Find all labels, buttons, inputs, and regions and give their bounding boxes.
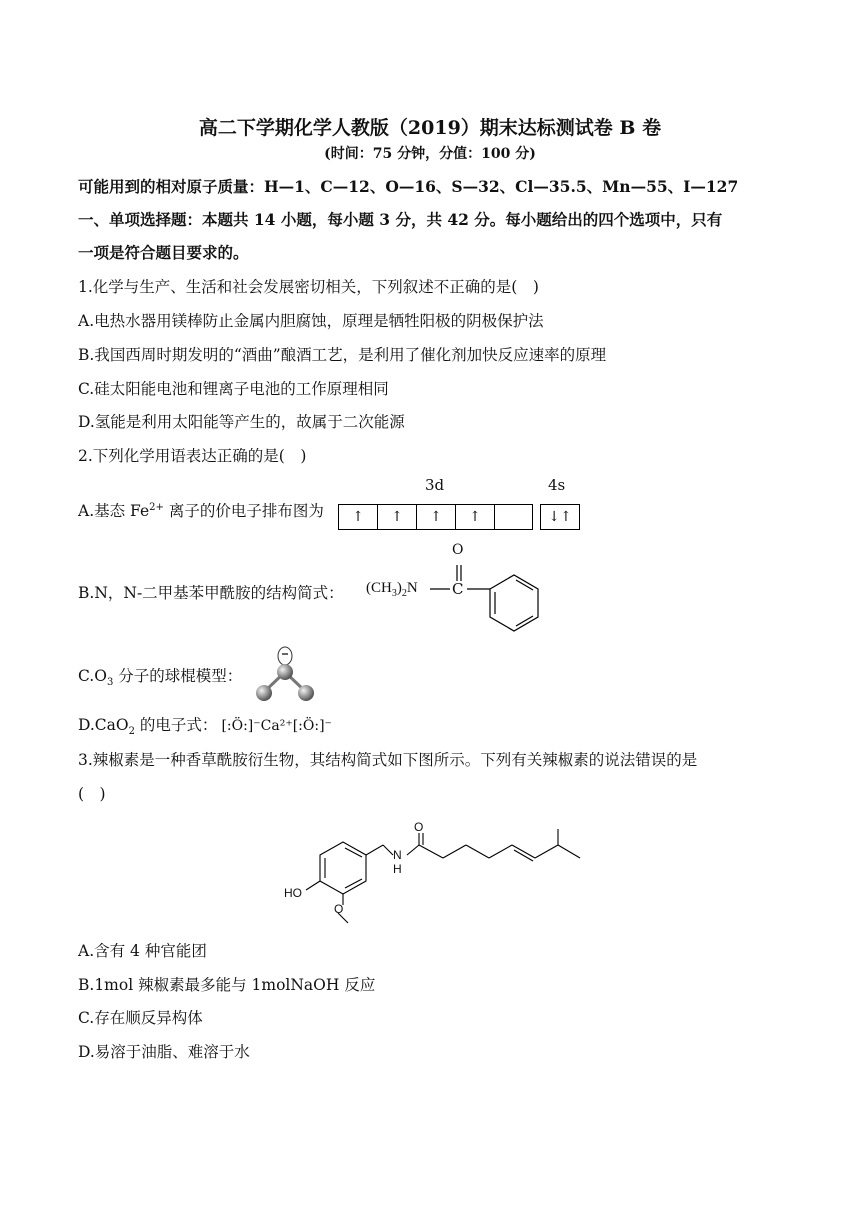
q2-option-d xyxy=(78,714,332,743)
capsaicin-structure xyxy=(280,815,600,930)
capsaicin-label-n: N xyxy=(393,848,402,862)
benzamide-structure xyxy=(420,555,560,635)
q2-stem: 2.下列化学用语表达正确的是( ) xyxy=(78,447,307,465)
orbital-3d-5 xyxy=(495,505,532,529)
d-sub: 2 xyxy=(128,726,135,738)
q1-option-d: D.氢能是利用太阳能等产生的，故属于二次能源 xyxy=(78,413,405,431)
capsaicin-label-o: O xyxy=(414,820,424,834)
q2-a-sup: 2+ xyxy=(149,502,164,513)
b-carbon: C xyxy=(452,580,464,598)
orbital-3d-4: ↑ xyxy=(456,505,495,529)
q1-option-a: A.电热水器用镁棒防止金属内胆腐蚀，原理是牺牲阳极的阴极保护法 xyxy=(78,312,544,330)
capsaicin-label-ho: HO xyxy=(284,886,302,900)
q2-option-c xyxy=(78,665,242,694)
c-pre: C.O xyxy=(78,667,107,685)
q2-option-a xyxy=(78,497,324,522)
q3-stem: 3.辣椒素是一种香草酰胺衍生物，其结构简式如下图所示。下列有关辣椒素的说法错误的是 xyxy=(78,751,698,769)
q1-option-b: B.我国西周时期发明的“酒曲”酿酒工艺，是利用了催化剂加快反应速率的原理 xyxy=(78,346,607,364)
b-n: N xyxy=(406,580,418,596)
c-post: 分子的球棍模型： xyxy=(113,667,243,685)
atomic-mass-line: 可能用到的相对原子质量：H—1、C—12、O—16、S—32、Cl—35.5、Mn—55、I—127 xyxy=(78,177,739,196)
q1-stem: 1.化学与生产、生活和社会发展密切相关，下列叙述不正确的是( ) xyxy=(78,278,539,296)
d-post: 的电子式： xyxy=(135,716,218,734)
capsaicin-label-h: H xyxy=(393,862,402,876)
q2-a-post: 离子的价电子排布图为 xyxy=(163,502,324,521)
q1-option-c: C.硅太阳能电池和锂离子电池的工作原理相同 xyxy=(78,380,389,398)
orbital-3d-3: ↑ xyxy=(417,505,456,529)
page-title: 高二下学期化学人教版（2019）期末达标测试卷 B 卷 xyxy=(198,117,662,139)
q3-option-a: A.含有 4 种官能团 xyxy=(78,942,207,960)
orbital-3d-1: ↑ xyxy=(339,505,378,529)
b-ch: (CH xyxy=(366,580,392,596)
q3-stem-paren: ( ) xyxy=(78,785,106,803)
orbital-3d-2: ↑ xyxy=(378,505,417,529)
orbital-4s-box xyxy=(540,504,580,530)
orbital-3d-box xyxy=(338,504,533,530)
cao2-electron-formula: [:Ö:]⁻Ca²⁺[:Ö:]⁻ xyxy=(221,718,332,734)
b-sub3: 3 xyxy=(391,588,397,599)
d-pre: D.CaO xyxy=(78,716,129,734)
q3-option-d: D.易溶于油脂、难溶于水 xyxy=(78,1043,250,1061)
b-sub2: 2 xyxy=(401,588,407,599)
b-paren: ) xyxy=(396,580,402,596)
c-sub: 3 xyxy=(106,677,114,689)
orbital-4s: ↓↑ xyxy=(548,509,572,525)
q2-b-struct-text xyxy=(366,580,418,599)
q3-option-b: B.1mol 辣椒素最多能与 1molNaOH 反应 xyxy=(78,976,376,994)
q2-option-b: B.N，N-二甲基苯甲酰胺的结构简式： xyxy=(78,584,344,602)
ozone-ball-stick-model xyxy=(250,642,320,704)
b-oxygen: O xyxy=(452,542,464,558)
section1-header-line1: 一、单项选择题：本题共 14 小题，每小题 3 分，共 42 分。每小题给出的四个选项中，只有 xyxy=(78,210,723,229)
page-subtitle: (时间：75 分钟，分值：100 分) xyxy=(324,146,536,162)
q3-option-c: C.存在顺反异构体 xyxy=(78,1009,203,1027)
capsaicin-label-o2: O xyxy=(334,902,344,916)
q2-a-pre: A.基态 Fe xyxy=(78,502,150,521)
label-4s: 4s xyxy=(548,476,566,494)
section1-header-line2: 一项是符合题目要求的。 xyxy=(78,243,249,262)
label-3d: 3d xyxy=(425,476,445,494)
